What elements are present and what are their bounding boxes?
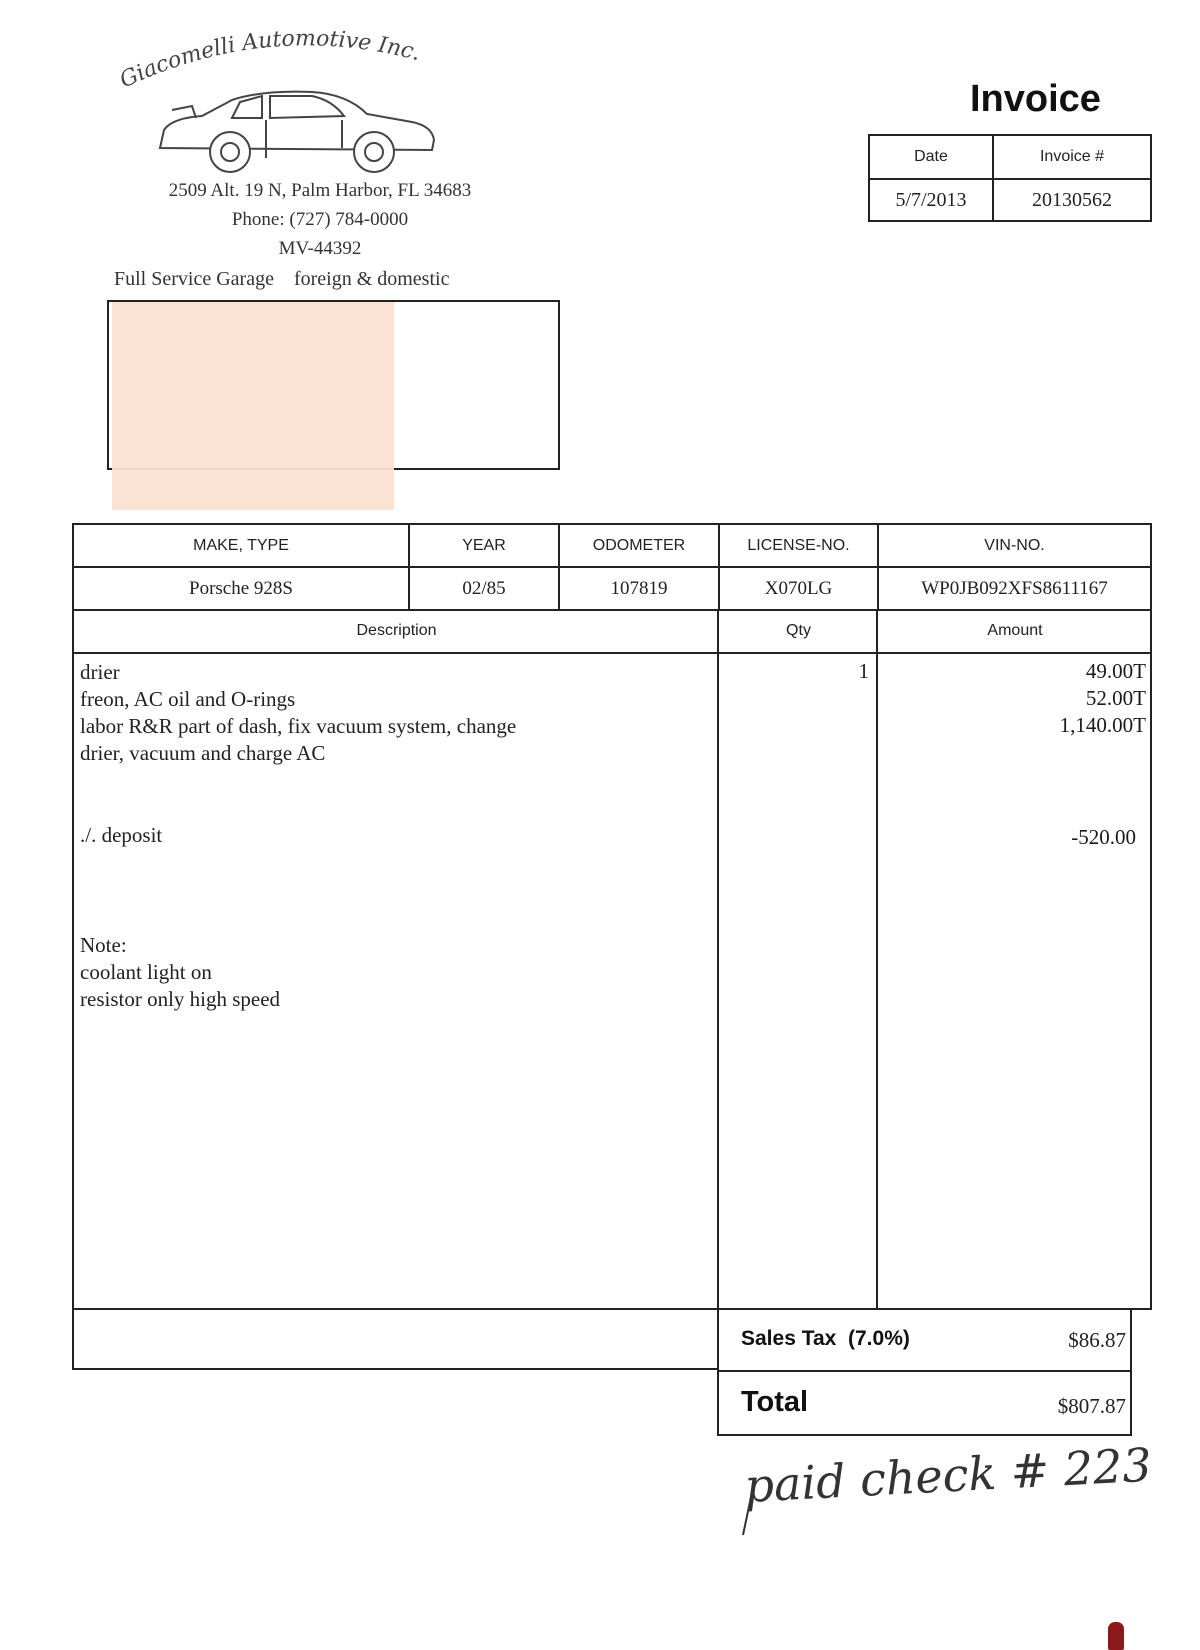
vehicle-header-make: MAKE, TYPE — [74, 525, 410, 568]
line-item-description: ./. deposit — [80, 823, 163, 847]
vehicle-year: 02/85 — [410, 568, 560, 609]
company-tagline: Full Service Garage foreign & domestic — [114, 268, 450, 290]
vehicle-odometer: 107819 — [560, 568, 720, 609]
invoice-meta-box — [868, 134, 1152, 222]
invoice-number: 20130562 — [1032, 188, 1112, 211]
invoice-number-label: Invoice # — [994, 136, 1150, 180]
vehicle-table — [72, 523, 1152, 611]
line-item-description: labor R&R part of dash, fix vacuum system, change — [80, 714, 517, 738]
svg-text:Giacomelli Automotive Inc. — [116, 26, 423, 93]
header-description: Description — [356, 621, 437, 639]
logo-text: Giacomelli Automotive Inc. — [116, 26, 424, 94]
vehicle-header-vin: VIN-NO. — [879, 525, 1150, 568]
line-item-amount: -520.00 — [1071, 825, 1136, 849]
header-qty: Qty — [786, 621, 811, 639]
header-amount: Amount — [987, 621, 1043, 639]
note-line: resistor only high speed — [80, 987, 281, 1011]
car-icon — [160, 92, 434, 172]
vehicle-header-odometer: ODOMETER — [560, 525, 720, 568]
line-item-amount: 52.00T — [1085, 686, 1146, 710]
vehicle-header-year: YEAR — [410, 525, 560, 568]
line-item-description: drier — [80, 660, 120, 684]
footer-blank-cell — [72, 1308, 719, 1370]
line-item-qty: 1 — [858, 659, 869, 683]
company-phone: Phone: (727) 784-0000 — [231, 209, 409, 230]
note-label: Note: — [80, 933, 127, 957]
sales-tax-value: $86.87 — [1068, 1328, 1126, 1352]
line-item-description: drier, vacuum and charge AC — [80, 741, 326, 765]
handwritten-paid-note — [735, 1430, 1175, 1540]
company-address: 2509 Alt. 19 N, Palm Harbor, FL 34683 — [168, 180, 472, 201]
line-item-amount: 1,140.00T — [1059, 713, 1146, 737]
vehicle-vin: WP0JB092XFS8611167 — [921, 577, 1108, 599]
sales-tax-label: Sales Tax (7.0%) — [741, 1327, 910, 1350]
sales-tax-row — [717, 1308, 1132, 1372]
total-value: $807.87 — [1057, 1394, 1126, 1418]
invoice-title: Invoice — [970, 78, 1101, 120]
line-item-description: freon, AC oil and O-rings — [80, 687, 296, 711]
vehicle-header-license: LICENSE-NO. — [720, 525, 879, 568]
redaction-patch — [112, 302, 394, 510]
company-logo — [112, 18, 512, 183]
note-line: coolant light on — [80, 960, 212, 984]
line-items-table — [72, 609, 1152, 1310]
red-stain — [1108, 1622, 1124, 1650]
total-label: Total — [741, 1386, 809, 1418]
company-license: MV-44392 — [278, 238, 362, 259]
invoice-date: 5/7/2013 — [870, 180, 994, 220]
vehicle-license: X070LG — [720, 568, 879, 609]
date-label: Date — [870, 136, 994, 180]
handwritten-text: paid check # 223 — [743, 1437, 1153, 1513]
line-items-header — [74, 609, 1150, 654]
total-row — [717, 1370, 1132, 1436]
line-item-amount: 49.00T — [1085, 659, 1146, 683]
column-divider — [717, 609, 719, 1308]
vehicle-make: Porsche 928S — [74, 568, 410, 609]
